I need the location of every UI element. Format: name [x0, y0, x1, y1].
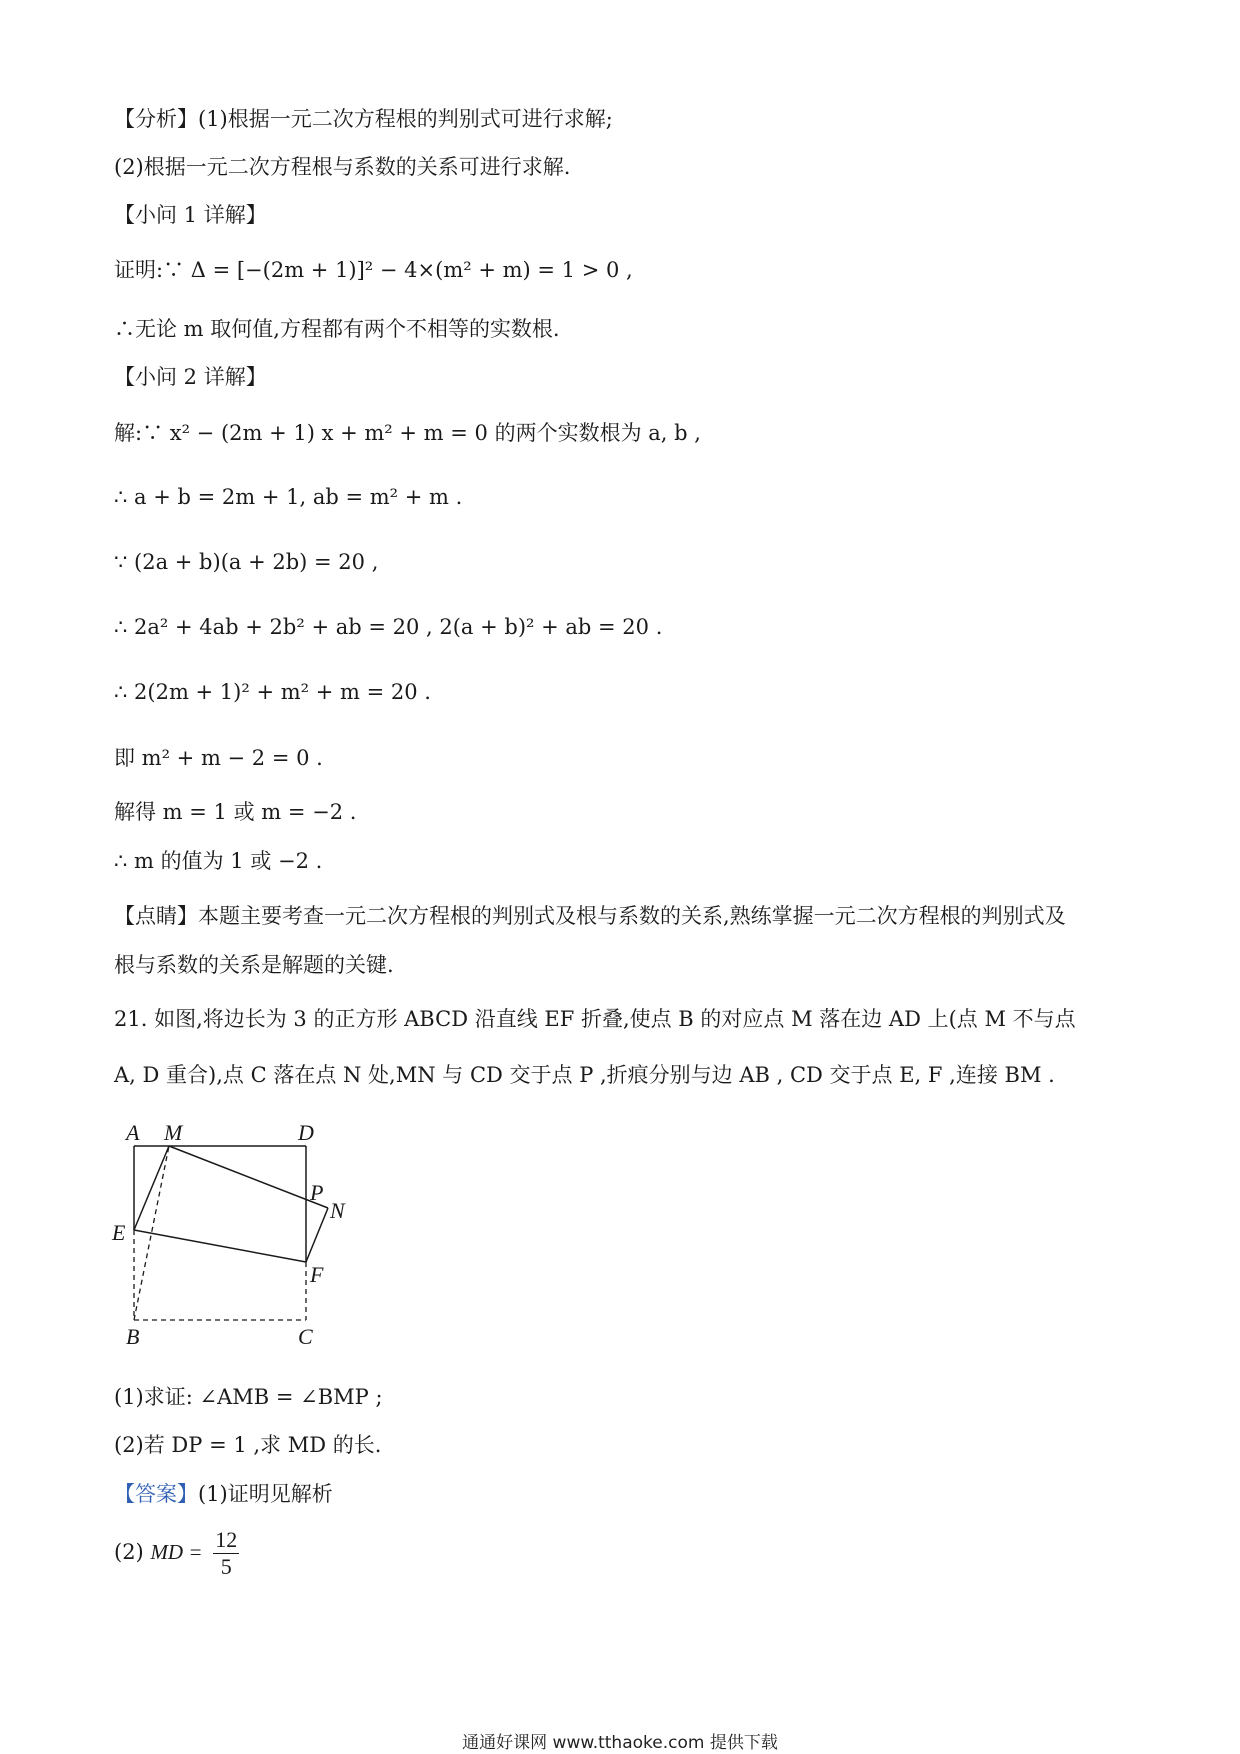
solution-line-7: 解得 m = 1 或 m = −2 .	[114, 800, 357, 824]
label-N: N	[330, 1198, 345, 1223]
fraction-numerator: 12	[215, 1527, 238, 1552]
solution-line-8: ∴ m 的值为 1 或 −2 .	[114, 849, 323, 873]
page-footer: 通通好课网 www.tthaoke.com 提供下载	[462, 1733, 778, 1753]
question-1: (1)求证: ∠AMB = ∠BMP ;	[114, 1385, 383, 1409]
label-C: C	[298, 1324, 313, 1349]
answer-fraction	[213, 1527, 239, 1580]
segment-EF	[134, 1230, 306, 1262]
label-A: A	[126, 1120, 140, 1145]
solution-line-1: 解:∵ x² − (2m + 1) x + m² + m = 0 的两个实数根为 a, b ,	[114, 421, 701, 445]
label-E: E	[112, 1220, 126, 1245]
solution-line-5: ∴ 2(2m + 1)² + m² + m = 20 .	[114, 680, 431, 704]
fraction-denominator: 5	[220, 1554, 232, 1579]
comment-line-2: 根与系数的关系是解题的关键.	[114, 953, 394, 977]
subquestion-1-heading: 【小问 1 详解】	[114, 203, 267, 227]
subquestion-2-heading: 【小问 2 详解】	[114, 365, 267, 389]
solution-line-4: ∴ 2a² + 4ab + 2b² + ab = 20 , 2(a + b)² + ab = 20 .	[114, 615, 663, 639]
answer-label: 【答案】	[114, 1482, 198, 1506]
problem-21-line-2: A, D 重合),点 C 落在点 N 处,MN 与 CD 交于点 P ,折痕分别与边 AB , CD 交于点 E, F ,连接 BM .	[114, 1063, 1055, 1087]
problem-21-line-1: 21. 如图,将边长为 3 的正方形 ABCD 沿直线 EF 折叠,使点 B 的对应点 M 落在边 AD 上(点 M 不与点	[114, 1007, 1076, 1031]
answer-part-2-prefix: (2)	[114, 1540, 144, 1564]
answer-md-lhs: MD =	[150, 1540, 203, 1564]
question-2: (2)若 DP = 1 ,求 MD 的长.	[114, 1433, 382, 1457]
comment-line-1: 【点睛】本题主要考查一元二次方程根的判别式及根与系数的关系,熟练掌握一元二次方程根的判别式及	[114, 904, 1066, 928]
answer-line-2	[114, 1524, 243, 1580]
label-F: F	[310, 1262, 324, 1287]
answer-line-1	[114, 1479, 333, 1509]
solution-line-2: ∴ a + b = 2m + 1, ab = m² + m .	[114, 485, 463, 509]
label-B: B	[126, 1324, 140, 1349]
analysis-line-2: (2)根据一元二次方程根与系数的关系可进行求解.	[114, 155, 571, 179]
geometry-figure	[108, 1110, 368, 1350]
label-M: M	[164, 1120, 183, 1145]
answer-part-1: (1)证明见解析	[198, 1482, 333, 1506]
solution-line-3: ∵ (2a + b)(a + 2b) = 20 ,	[114, 550, 379, 574]
solution-line-6: 即 m² + m − 2 = 0 .	[114, 746, 323, 770]
analysis-line-1: 【分析】(1)根据一元二次方程根的判别式可进行求解;	[114, 107, 613, 131]
conclusion-line: ∴无论 m 取何值,方程都有两个不相等的实数根.	[114, 317, 560, 341]
segment-NF	[306, 1208, 328, 1262]
label-P: P	[310, 1180, 324, 1205]
proof-line: 证明:∵ Δ = [−(2m + 1)]² − 4×(m² + m) = 1 > 0 ,	[114, 258, 633, 282]
label-D: D	[298, 1120, 314, 1145]
segment-EM	[134, 1146, 169, 1230]
segment-MN	[169, 1146, 328, 1208]
